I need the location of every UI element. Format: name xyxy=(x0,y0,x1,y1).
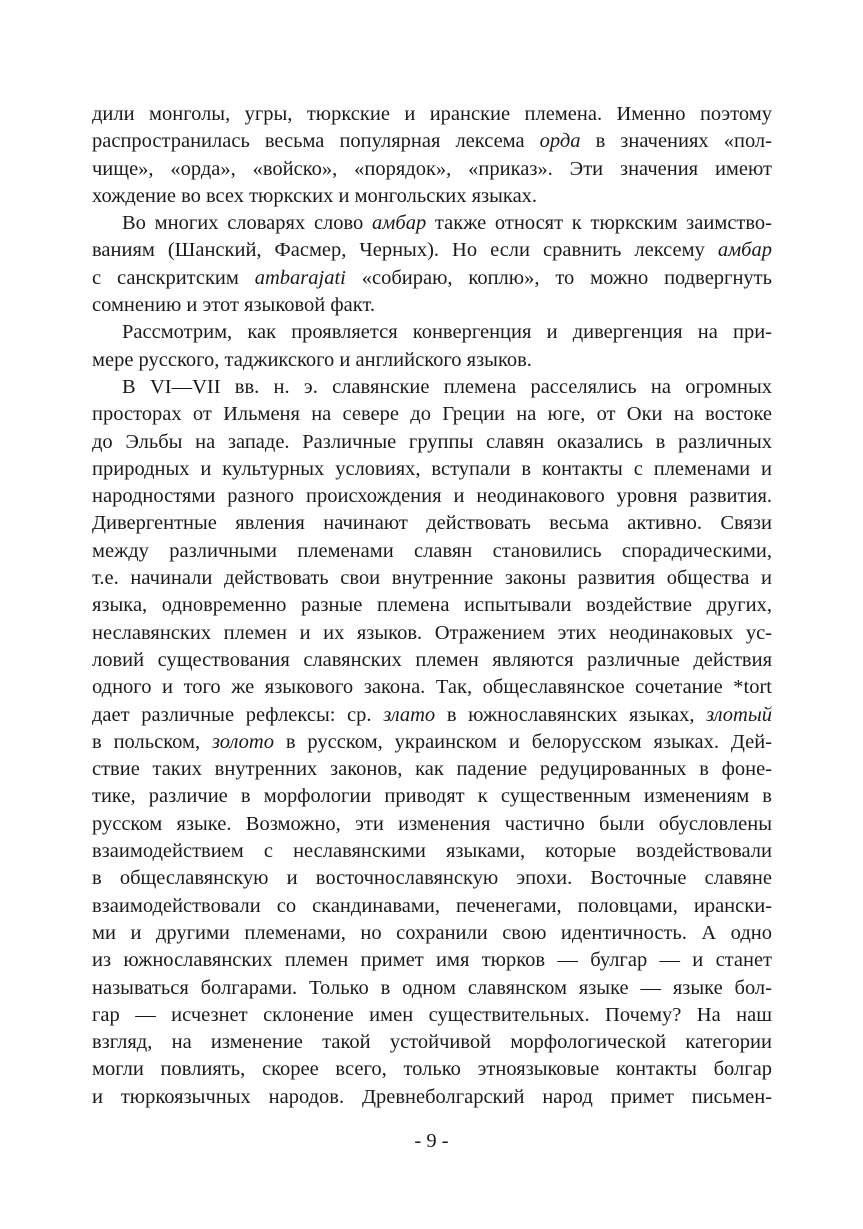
text-line xyxy=(92,893,772,920)
text-line xyxy=(92,1002,772,1029)
text-line xyxy=(92,592,772,619)
text-line xyxy=(92,1029,772,1056)
text-line xyxy=(92,729,772,756)
text-segment: «собираю, коплю», то можно подвергнуть xyxy=(345,266,772,289)
text-line xyxy=(92,647,772,674)
body-text xyxy=(92,101,772,1111)
text-line xyxy=(92,265,772,292)
text-line xyxy=(92,975,772,1002)
text-line xyxy=(92,374,772,401)
text-segment: ваниям (Шанский, Фасмер, Черных). Но если сравнить лексему xyxy=(92,239,718,262)
text-line xyxy=(92,483,772,510)
text-line xyxy=(92,237,772,264)
text-line xyxy=(92,783,772,810)
text-segment: языка, одновременно разные племена испытывали воздействие других, xyxy=(92,594,772,617)
text-line xyxy=(92,756,772,783)
text-segment: дили монголы, угры, тюркские и иранские племена. Именно поэтому xyxy=(92,103,772,125)
text-segment: хождение во всех тюркских и монгольских языках. xyxy=(92,184,538,207)
text-segment: могли повлиять, скорее всего, только этноязыковые контакты болгар xyxy=(92,1058,772,1081)
italic-term: амбар xyxy=(372,212,427,235)
text-segment: Рассмотрим, как проявляется конвергенция и дивергенция на при- xyxy=(122,321,772,344)
text-segment: ми и другими племенами, но сохранили свою идентичность. А одно xyxy=(92,921,772,944)
text-line xyxy=(92,210,772,237)
text-segment: ствие таких внутренних законов, как падение редуцированных в фоне- xyxy=(92,758,772,781)
text-segment: народностями разного происхождения и неодинакового уровня развития. xyxy=(92,485,772,508)
text-segment: чище», «орда», «войско», «порядок», «приказ». Эти значения имеют xyxy=(92,157,772,180)
text-segment: с санскритским xyxy=(92,266,255,289)
text-line xyxy=(92,292,772,319)
text-line xyxy=(92,565,772,592)
text-segment: в южнославянских языках, xyxy=(435,703,707,726)
text-line xyxy=(92,429,772,456)
italic-term: злато xyxy=(383,703,436,726)
text-line xyxy=(92,702,772,729)
text-segment: т.е. начинали действовать свои внутренние законы развития общества и xyxy=(92,567,772,590)
text-segment: мере русского, таджикского и английского языков. xyxy=(92,348,532,371)
text-line xyxy=(92,1084,772,1111)
text-segment: В VI—VII вв. н. э. славянские племена расселялись на огромных xyxy=(122,375,772,398)
text-line xyxy=(92,456,772,483)
text-segment: взгляд, на изменение такой устойчивой морфологической категории xyxy=(92,1031,772,1054)
text-line xyxy=(92,674,772,701)
text-segment: одного и того же языкового закона. Так, общеславянское сочетание *tort xyxy=(92,676,772,699)
text-segment: в русском, украинском и белорусском языках. Дей- xyxy=(273,730,772,753)
text-line xyxy=(92,865,772,892)
text-segment: ловий существования славянских племен являются различные действия xyxy=(92,648,772,671)
italic-term: амбар xyxy=(717,239,772,262)
text-segment: гар — исчезнет склонение имен существительных. Почему? На наш xyxy=(92,1003,772,1026)
text-segment: тике, различие в морфологии приводят к существенным изменениям в xyxy=(92,785,772,808)
text-segment: природных и культурных условиях, вступали в контакты с племенами и xyxy=(92,457,772,480)
text-segment: сомнению и этот языковой факт. xyxy=(92,294,375,317)
text-segment: в польском, xyxy=(92,730,212,753)
italic-term: орда xyxy=(539,130,581,153)
text-line xyxy=(92,620,772,647)
text-line xyxy=(92,510,772,537)
text-segment: дает различные рефлексы: ср. xyxy=(92,703,384,726)
text-line xyxy=(92,838,772,865)
text-line xyxy=(92,156,772,183)
text-segment: называться болгарами. Только в одном славянском языке — языке бол- xyxy=(92,976,772,999)
text-segment: взаимодействовали со скандинавами, печенегами, половцами, ирански- xyxy=(92,894,772,917)
text-line xyxy=(92,319,772,346)
text-segment: неславянских племен и их языков. Отражением этих неодинаковых ус- xyxy=(92,621,772,644)
text-segment: в общеславянскую и восточнославянскую эпохи. Восточные славяне xyxy=(92,867,772,890)
text-line xyxy=(92,347,772,374)
text-line xyxy=(92,920,772,947)
text-segment: Дивергентные явления начинают действовать весьма активно. Связи xyxy=(92,512,772,535)
text-line xyxy=(92,128,772,155)
italic-term: ambarajati xyxy=(254,266,346,289)
text-segment: распространилась весьма популярная лексема xyxy=(92,130,540,153)
text-line xyxy=(92,1056,772,1083)
text-line xyxy=(92,947,772,974)
text-segment: до Эльбы на западе. Различные группы славян оказались в различных xyxy=(92,430,772,453)
text-segment: из южнославянских племен примет имя тюрков — булгар — и станет xyxy=(92,949,772,972)
italic-term: золото xyxy=(211,730,274,753)
text-segment: и тюркоязычных народов. Древнеболгарский народ примет письмен- xyxy=(92,1085,772,1108)
text-line xyxy=(92,811,772,838)
text-segment: русском языке. Возможно, эти изменения частично были обусловлены xyxy=(92,812,772,835)
text-segment: Во многих словарях слово xyxy=(122,212,373,235)
text-line xyxy=(92,183,772,210)
text-segment: также относят к тюркским заимство- xyxy=(426,212,772,235)
italic-term: злотый xyxy=(706,703,772,726)
text-segment: в значениях «пол- xyxy=(580,130,772,153)
text-segment: просторах от Ильменя на севере до Греции на юге, от Оки на востоке xyxy=(92,403,772,426)
text-line xyxy=(92,401,772,428)
page-number: - 9 - xyxy=(414,1130,449,1152)
text-segment: между различными племенами славян становились спорадическими, xyxy=(92,539,772,562)
text-line xyxy=(92,101,772,128)
text-line xyxy=(92,538,772,565)
text-segment: взаимодействием с неславянскими языками, которые воздействовали xyxy=(92,840,772,863)
